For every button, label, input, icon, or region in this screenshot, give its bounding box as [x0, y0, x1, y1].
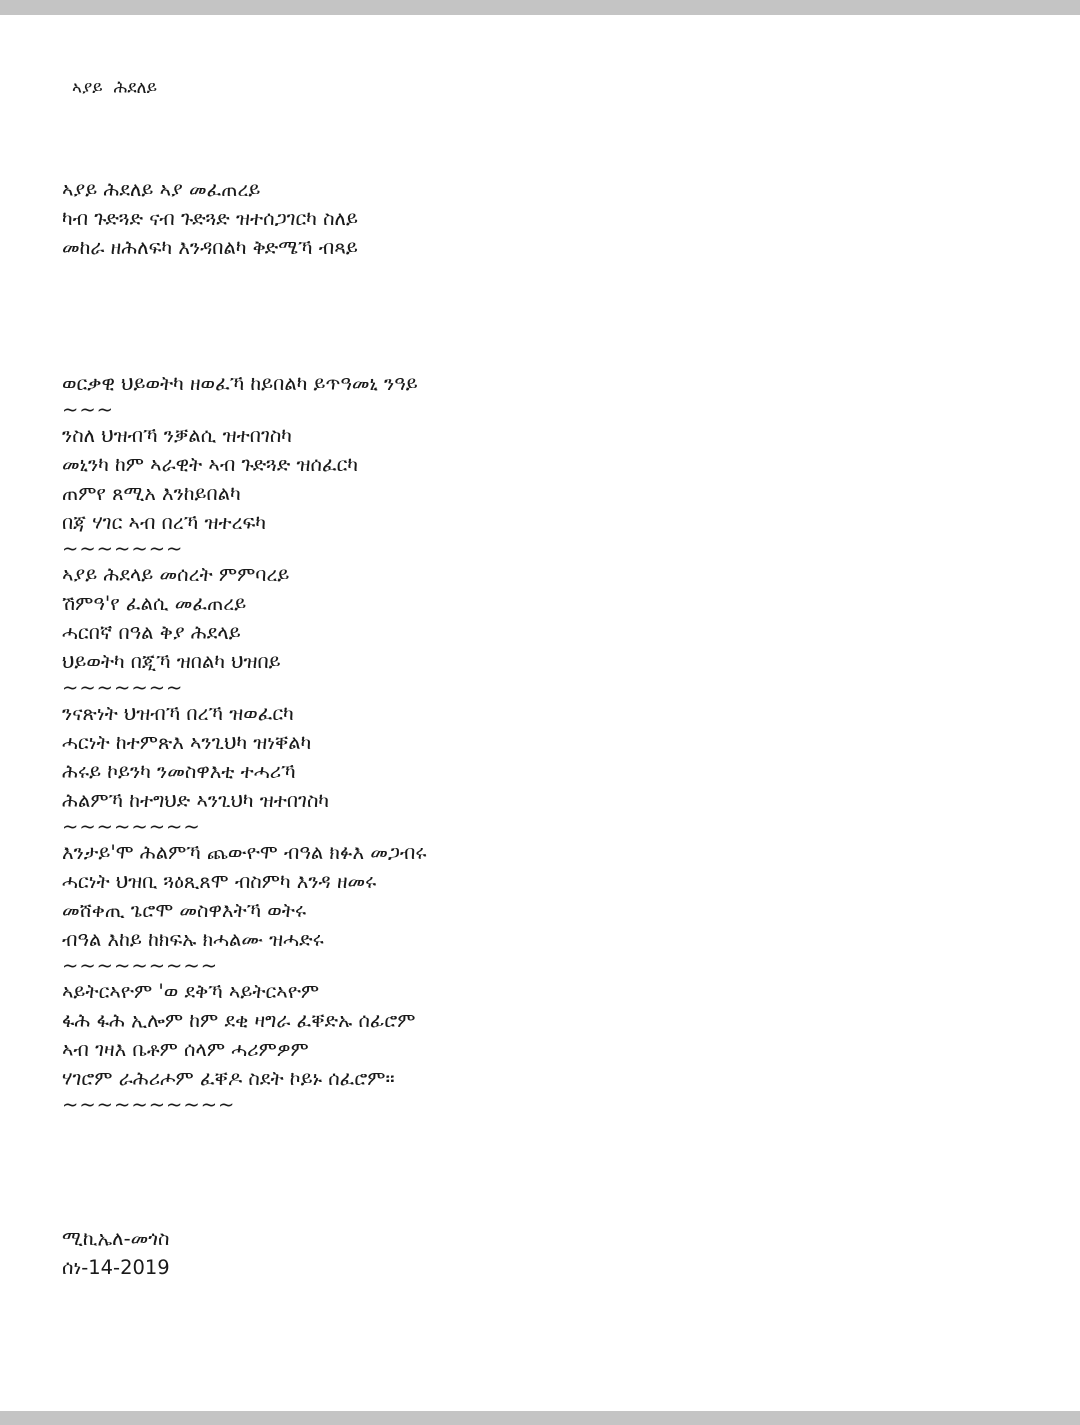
poem-line: ኣያይ ሕደላይ መሰረት ምምባረይ [62, 563, 290, 586]
poem-line: እንታይ'ሞ ሕልምኻ ጨውዮሞ ብዓል ክፉእ መጋብሩ [62, 841, 427, 864]
poem-line: ሓርነት ከተምጽእ ኣንጊህካ ዝነቐልካ [62, 731, 312, 754]
stanza-divider: ~~~~~~~~~ [62, 954, 219, 977]
poem-line: ንናጽነት ህዝብኻ በረኻ ዝወፈርካ [62, 702, 294, 725]
poem-line: ካብ ጉድጓድ ናብ ጉድጓድ ዝተሰጋገርካ ስለይ [62, 207, 358, 230]
stanza-divider: ~~~ [62, 398, 115, 421]
poem-line: መከራ ዘሕለፍካ እንዳበልካ ቅድሜኻ ብጻይ [62, 236, 358, 259]
poem-line: ወርቃዊ ህይወትካ ዘወፈኻ ከይበልካ ይጥዓመኒ ንዓይ [62, 372, 418, 395]
poem-line: ሃገሮም ራሕሪሖም ፈቐዶ ስደት ኮይኑ ሰፈሮም። [62, 1067, 395, 1090]
document-page [0, 15, 1080, 1411]
bottom-border-bar [0, 1411, 1080, 1425]
poem-line: ኣይትርኣዮም 'ወ ደቅኻ ኣይትርኣዮም [62, 980, 320, 1003]
intro-stanza [62, 175, 358, 262]
poem-line: ሓርበኛ በዓል ቅያ ሕደላይ [62, 621, 241, 644]
poem-title: ኣያይ ሕደለይ [72, 78, 158, 98]
poem-line: መሸቀጢ ጌሮሞ መስዋእትኻ ወትሩ [62, 899, 307, 922]
poem-body [62, 369, 427, 1116]
poem-line: በጃ ሃገር ኣብ በረኻ ዝተረፍካ [62, 511, 267, 534]
stanza-divider: ~~~~~~~ [62, 676, 184, 699]
author-name: ሚኪኤለ-መጎስ [62, 1227, 170, 1250]
poem-line: ጠምየ ጸሚአ እንከይበልካ [62, 482, 241, 505]
poem-line: ንስለ ህዝብኻ ንቓልሲ ዝተበገስካ [62, 424, 292, 447]
signature-block [62, 1224, 170, 1282]
poem-line: ሓርነት ህዝቢ ጓዕጺጸሞ ብስምካ እንዳ ዘመሩ [62, 870, 377, 893]
poem-line: ብዓል እከይ ከክፍኡ ክሓልሙ ዝሓድሩ [62, 928, 324, 951]
poem-line: ህይወትካ በጂኻ ዝበልካ ህዝበይ [62, 650, 281, 673]
poem-line: ሕሩይ ኮይንካ ንመስዋእቲ ተሓሪኻ [62, 760, 296, 783]
top-border-bar [0, 0, 1080, 15]
poem-line: ፋሕ ፋሕ ኢሎም ከም ደቂ ዛግራ ፈቐድኡ ሰፊሮም [62, 1009, 416, 1032]
signature-date: ሰነ-14-2019 [62, 1256, 170, 1279]
poem-line: ኣብ ገዛእ ቤቶም ሰላም ሓሪምዎም [62, 1038, 309, 1061]
stanza-divider: ~~~~~~~~ [62, 815, 201, 838]
poem-line: ሕልምኻ ከተግህድ ኣንጊህካ ዝተበገስካ [62, 789, 330, 812]
poem-line: ኣያይ ሕደለይ ኣያ መፈጠረይ [62, 178, 261, 201]
stanza-divider: ~~~~~~~~~~ [62, 1093, 236, 1116]
poem-line: መኒንካ ከም ኣራዊት ኣብ ጉድጓድ ዝሰፈርካ [62, 453, 359, 476]
poem-line: ሽምዓ'የ ፈልሲ መፈጠረይ [62, 592, 247, 615]
stanza-divider: ~~~~~~~ [62, 537, 184, 560]
